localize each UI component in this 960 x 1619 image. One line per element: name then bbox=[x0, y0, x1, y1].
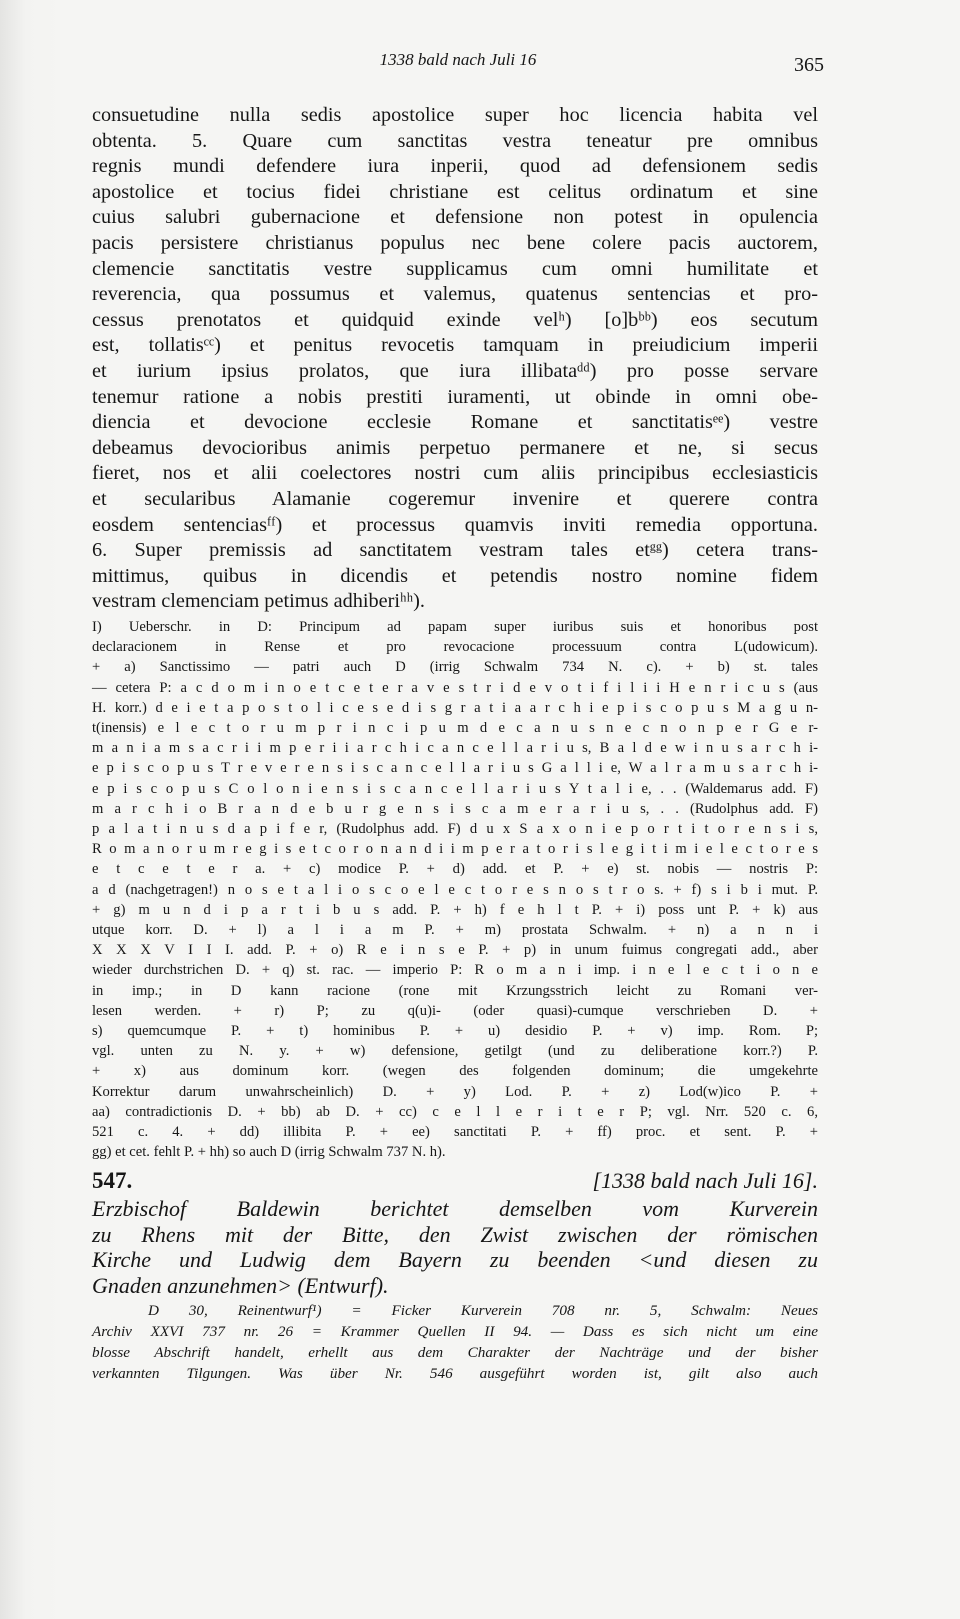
note-line: e t c e t e r a. + c) modice P. + d) add. et P. + e) st. nobis — nostris P: bbox=[92, 861, 818, 878]
source-line: verkannten Tilgungen. Was über Nr. 546 ausgeführt worden ist, gilt also auch bbox=[92, 1365, 818, 1382]
note-line: in imp.; in D kann racione (rone mit Krzungsstrich leicht zu Romani ver- bbox=[92, 982, 818, 999]
note-line: + g) m u n d i p a r t i b u s add. P. + h) f e h l t P. + i) poss unt P. + k) aus bbox=[92, 901, 818, 918]
source-line: Archiv XXVI 737 nr. 26 = Krammer Quellen II 94. — Dass es sich nicht um eine bbox=[92, 1323, 818, 1340]
note-line: gg) et cet. fehlt P. + hh) so auch D (irrig Schwalm 737 N. h). bbox=[92, 1144, 446, 1161]
note-line: aa) contradictionis D. + bb) ab D. + cc) c e l l e r i t e r P; vgl. Nrr. 520 c. 6, bbox=[92, 1103, 818, 1120]
document-regest bbox=[92, 1196, 818, 1298]
main-text bbox=[92, 103, 818, 615]
text-line: et iurium ipsius prolatos, que iura illibataᵈᵈ) pro posse servare bbox=[92, 359, 818, 382]
note-line: — cetera P: a c d o m i n o e t c e t e r a v e s t r i d e v o t i f i l i i H e n r i c u s (aus bbox=[92, 679, 818, 696]
note-line: a d (nachgetragen!) n o s e t a l i o s c o e l e c t o r e s n o s t r o s. + f) s i b i mut. P. bbox=[92, 881, 818, 898]
text-line: fieret, nos et alii coelectores nostri cum aliis principibus ecclesiasticis bbox=[92, 462, 818, 485]
text-line: regnis mundi defendere iura inperii, quod ad defensionem sedis bbox=[92, 155, 818, 178]
note-line: R o m a n o r u m r e g i s e t c o r o n a n d i i m p e r a t o r i s l e g i t i m i e l e c t o r e s bbox=[92, 841, 818, 858]
note-line: vgl. unten zu N. y. + w) defensione, getilgt (und zu deliberatione korr.?) P. bbox=[92, 1043, 818, 1060]
text-line: consuetudine nulla sedis apostolice super hoc licencia habita vel bbox=[92, 104, 818, 126]
note-line: wieder durchstrichen D. + q) st. rac. — imperio P: R o m a n i imp. i n e l e c t i o n e bbox=[92, 962, 818, 979]
document-number: 547. bbox=[92, 1168, 133, 1193]
text-line: debeamus devocioribus animis perpetuo permanere et ne, si secus bbox=[92, 436, 818, 459]
text-line: eosdem sentenciasᶠᶠ) et processus quamvis inviti remedia opportuna. bbox=[92, 513, 818, 536]
note-line: I) Ueberschr. in D: Principum ad papam super iuribus suis et honoribus post bbox=[92, 619, 818, 635]
source-line: D 30, Reinentwurf¹) = Ficker Kurverein 708 nr. 5, Schwalm: Neues bbox=[148, 1302, 818, 1319]
text-line: est, tollatisᶜᶜ) et penitus revocetis tamquam in preiudicium imperii bbox=[92, 334, 818, 357]
text-line: pacis persistere christianus populus nec bene colere pacis auctorem, bbox=[92, 231, 818, 254]
text-line: vestram clemenciam petimus adhiberiʰʰ). bbox=[92, 590, 425, 613]
note-line: m a n i a m s a c r i i m p e r i i a r c h i c a n c e l l a r i u s, B a l d e w i n u s a r c h i- bbox=[92, 740, 818, 757]
note-line: X X X V I I I. add. P. + o) R e i n s e P. + p) in unum fuimus congregati add., aber bbox=[92, 942, 818, 959]
document-heading bbox=[92, 1168, 818, 1196]
text-line: clemencie sanctitatis vestre supplicamus cum omni humilitate et bbox=[92, 257, 818, 280]
note-line: m a r c h i o B r a n d e b u r g e n s i s c a m e r a r i u s, . . (Rudolphus add. F) bbox=[92, 800, 818, 817]
source-note bbox=[92, 1300, 818, 1384]
note-line: p a l a t i n u s d a p i f e r, (Rudolphus add. F) d u x S a x o n i e p o r t i t o r e n s i s, bbox=[92, 821, 818, 838]
text-line: diencia et devocione ecclesie Romane et sanctitatisᵉᵉ) vestre bbox=[92, 411, 818, 434]
text-line: obtenta. 5. Quare cum sanctitas vestra teneatur pre omnibus bbox=[92, 129, 818, 152]
note-line: lesen werden. + r) P; zu q(u)i- (oder quasi)-cumque verschrieben D. + bbox=[92, 1002, 818, 1019]
page-number: 365 bbox=[794, 54, 824, 76]
note-line: 521 c. 4. + dd) illibita P. + ee) sanctitati P. + ff) proc. et sent. P. + bbox=[92, 1124, 818, 1141]
note-line: utque korr. D. + l) a l i a m P. + m) prostata Schwalm. + n) a n n i bbox=[92, 922, 818, 939]
regest-line: Erzbischof Baldewin berichtet demselben vom Kurverein bbox=[92, 1196, 818, 1221]
note-line: Korrektur darum unwahrscheinlich) D. + y) Lod. P. + z) Lod(w)ico P. + bbox=[92, 1083, 818, 1100]
running-title: 1338 bald nach Juli 16 bbox=[379, 50, 537, 69]
note-line: + a) Sanctissimo — patri auch D (irrig Schwalm 734 N. c). + b) st. tales bbox=[92, 659, 818, 676]
document-date: [1338 bald nach Juli 16]. bbox=[592, 1168, 818, 1193]
note-line: e p i s c o p u s C o l o n i e n s i s c a n c e l l a r i u s Y t a l i e, . . (Waldemarus add. F) bbox=[92, 780, 818, 797]
note-line: + x) aus dominum korr. (wegen des folgenden dominum; die umgekehrte bbox=[92, 1063, 818, 1080]
text-line: tenemur ratione a nobis prestiti iuramenti, ut obinde in omni obe- bbox=[92, 385, 818, 408]
note-line: e p i s c o p u s T r e v e r e n s i s c a n c e l l a r i u s G a l l i e, W a l r a m u s a r c h i- bbox=[92, 760, 818, 777]
text-line: reverencia, qua possumus et valemus, quatenus sentencias et pro- bbox=[92, 283, 818, 306]
text-line: mittimus, quibus in dicendis et petendis nostro nomine fidem bbox=[92, 564, 818, 587]
note-line: t(inensis) e l e c t o r u m p r i n c i p u m d e c a n u s n e c n o n p e r G e r- bbox=[92, 720, 818, 737]
text-line: et secularibus Alamanie cogeremur invenire et querere contra bbox=[92, 487, 818, 510]
note-line: s) quemcumque P. + t) hominibus P. + u) desidio P. + v) imp. Rom. P; bbox=[92, 1023, 818, 1040]
text-line: apostolice et tocius fidei christiane est celitus ordinatum et sine bbox=[92, 180, 818, 203]
regest-line: zu Rhens mit der Bitte, den Zwist zwischen der römischen bbox=[92, 1221, 818, 1247]
regest-line: Gnaden anzunehmen> (Entwurf). bbox=[92, 1272, 389, 1298]
text-line: cuius salubri gubernacione et defensione non potest in opulencia bbox=[92, 206, 818, 229]
text-line: cessus prenotatos et quidquid exinde velʰ) [o]bᵇᵇ) eos secutum bbox=[92, 308, 818, 331]
note-line: H. korr.) d e i e t a p o s t o l i c e s e d i s g r a t i a a r c h i e p i s c o p u s M a g u n- bbox=[92, 699, 818, 716]
note-line: declaracionem in Rense et pro revocacione processuum contra L(udowicum). bbox=[92, 639, 818, 656]
page-header bbox=[92, 48, 824, 78]
text-line: 6. Super premissis ad sanctitatem vestram tales etᵍᵍ) cetera trans- bbox=[92, 539, 818, 562]
apparatus-notes bbox=[92, 617, 818, 1162]
source-line: blosse Abschrift handelt, erhellt aus dem Charakter der Nachträge und der bisher bbox=[92, 1344, 818, 1361]
regest-line: Kirche und Ludwig dem Bayern zu beenden <und diesen zu bbox=[92, 1247, 818, 1272]
